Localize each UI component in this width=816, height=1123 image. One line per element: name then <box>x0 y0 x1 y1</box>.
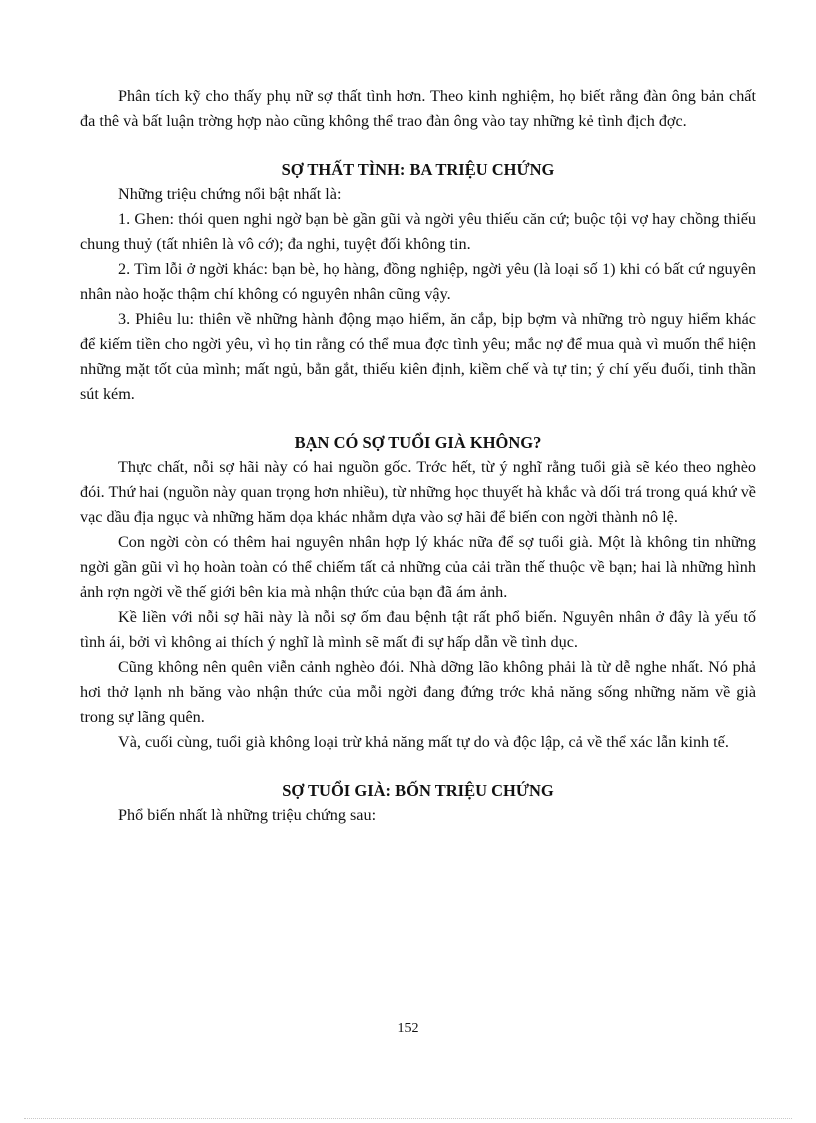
section-heading-3: SỢ TUỔI GIÀ: BỐN TRIỆU CHỨNG <box>282 781 554 800</box>
section3-lead: Phổ biến nhất là những triệu chứng sau: <box>118 806 377 824</box>
symptom-item-1: 1. Ghen: thói quen nghi ngờ bạn bè gần gũi và ngời yêu thiếu căn cứ; buộc tội vợ hay chồng thiếu chung thuỷ (tất nhiên là vô cớ); đa nghi, tuyệt đối không tin. <box>80 210 756 253</box>
intro-paragraph: Phân tích kỹ cho thấy phụ nữ sợ thất tình hơn. Theo kinh nghiệm, họ biết rằng đàn ông bản chất đa thê và bất luận trờng hợp nào cũng không thể trao đàn ông vào tay những kẻ tình địch đợc. <box>80 87 756 130</box>
section-heading-2: BẠN CÓ SỢ TUỔI GIÀ KHÔNG? <box>294 433 542 452</box>
page-number: 152 <box>397 1021 419 1036</box>
document-page <box>80 84 756 828</box>
section2-paragraph-4: Cũng không nên quên viễn cảnh nghèo đói. Nhà dỡng lão không phải là từ dễ nghe nhất. Nó phả hơi thở lạnh nh băng vào nhận thức của mỗi ngời đang đứng trớc khả năng sống những năm về già trong sự lãng quên. <box>80 658 756 726</box>
section2-paragraph-5: Và, cuối cùng, tuổi già không loại trừ khả năng mất tự do và độc lập, cả về thể xác lẫn kinh tế. <box>118 733 729 751</box>
symptom-item-3: 3. Phiêu lu: thiên về những hành động mạo hiểm, ăn cắp, bịp bợm và những trò nguy hiểm khác để kiếm tiền cho ngời yêu, vì họ tin rằng có thể mua đợc tình yêu; mắc nợ để mua quà vì muốn thể hiện những mặt tốt của mình; mất ngủ, bẳn gắt, thiếu kiên định, kiềm chế và tự tin; ý chí yếu đuối, tinh thần sút kém. <box>80 310 756 403</box>
page-bottom-divider <box>24 1118 792 1119</box>
section2-paragraph-1: Thực chất, nỗi sợ hãi này có hai nguồn gốc. Trớc hết, từ ý nghĩ rằng tuổi già sẽ kéo theo nghèo đói. Thứ hai (nguồn này quan trọng hơn nhiều), từ những học thuyết hà khắc và dối trá trong quá khứ về vạc dầu địa ngục và những hăm dọa khác nhằm dựa vào sợ hãi để biến con ngời thành nô lệ. <box>80 458 756 526</box>
section1-lead: Những triệu chứng nổi bật nhất là: <box>118 185 342 203</box>
section2-paragraph-3: Kề liền với nỗi sợ hãi này là nỗi sợ ốm đau bệnh tật rất phổ biến. Nguyên nhân ở đây là yếu tố tình ái, bởi vì không ai thích ý nghĩ là mình sẽ mất đi sự hấp dẫn về tình dục. <box>80 608 756 651</box>
symptom-item-2: 2. Tìm lỗi ở ngời khác: bạn bè, họ hàng, đồng nghiệp, ngời yêu (là loại số 1) khi có bất cứ nguyên nhân nào hoặc thậm chí không có nguyên nhân cũng vậy. <box>80 260 756 303</box>
section2-paragraph-2: Con ngời còn có thêm hai nguyên nhân hợp lý khác nữa để sợ tuổi già. Một là không tin những ngời gần gũi vì họ hoàn toàn có thể chiếm tất cả những của cải trần thế thuộc về bạn; hai là những hình ảnh rợn ngời về thế giới bên kia mà nhận thức của bạn đã ám ảnh. <box>80 533 756 601</box>
section-heading-1: SỢ THẤT TÌNH: BA TRIỆU CHỨNG <box>281 160 555 179</box>
